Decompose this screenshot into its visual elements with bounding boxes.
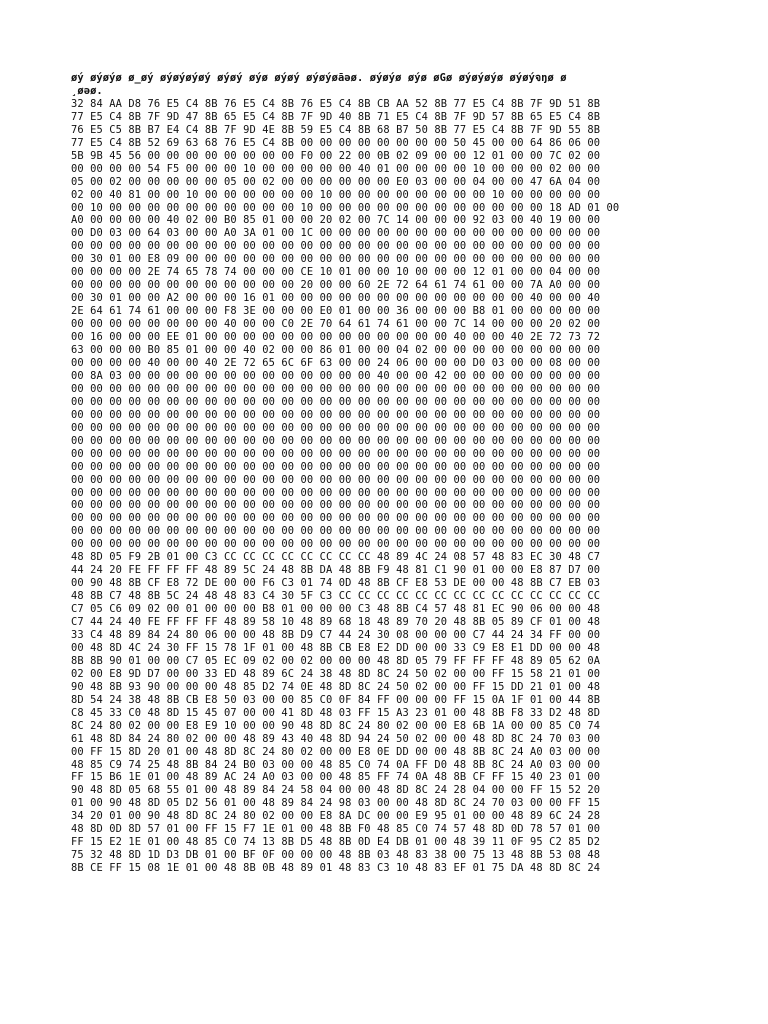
hex-row: 90 48 8B 93 90 00 00 00 48 85 D2 74 0E 48 8D 8C 24 50 02 00 00 FF 15 DD 21 01 00 48 [71, 680, 601, 693]
hex-row: 00 00 00 00 00 00 00 00 00 00 00 00 00 00 00 00 00 00 00 00 00 00 00 00 00 00 00 00 [71, 434, 601, 447]
hex-row: 75 32 48 8D 1D D3 DB 01 00 BF 0F 00 00 00 48 8B 03 48 83 38 00 75 13 48 8B 53 08 48 [71, 849, 601, 862]
hex-row: 00 00 00 00 00 00 00 00 00 00 00 00 00 00 00 00 00 00 00 00 00 00 00 00 00 00 00 00 [71, 512, 601, 525]
hex-row: FF 15 B6 1E 01 00 48 89 AC 24 A0 03 00 00 48 85 FF 74 0A 48 8B CF FF 15 40 23 01 00 [71, 771, 601, 784]
hex-row: 00 8A 03 00 00 00 00 00 00 00 00 00 00 00 00 00 40 00 00 42 00 00 00 00 00 00 00 00 [71, 369, 601, 382]
hex-row: 33 C4 48 89 84 24 80 06 00 00 48 8B D9 C7 44 24 30 08 00 00 00 C7 44 24 34 FF 00 00 [71, 628, 601, 641]
hex-row: 00 00 00 00 00 00 00 00 00 00 00 00 00 00 00 00 00 00 00 00 00 00 00 00 00 00 00 00 [71, 473, 601, 486]
hex-row: 00 00 00 00 00 00 00 00 00 00 00 00 00 00 00 00 00 00 00 00 00 00 00 00 00 00 00 00 [71, 408, 601, 421]
hex-row: 2E 64 61 74 61 00 00 00 F8 3E 00 00 00 E0 01 00 00 36 00 00 00 B8 01 00 00 00 00 00 [71, 305, 601, 318]
hex-row: 00 00 00 00 00 00 00 00 00 00 00 00 00 00 00 00 00 00 00 00 00 00 00 00 00 00 00 00 [71, 499, 601, 512]
hex-row: 01 00 90 48 8D 05 D2 56 01 00 48 89 84 24 98 03 00 00 48 8D 8C 24 70 03 00 00 FF 15 [71, 797, 601, 810]
hex-row: 02 00 40 81 00 00 10 00 00 00 00 00 00 10 00 00 00 00 00 00 00 00 10 00 00 00 00 00 [71, 188, 601, 201]
hex-row: 00 16 00 00 00 EE 01 00 00 00 00 00 00 00 00 00 00 00 00 00 40 00 00 40 2E 72 73 72 [71, 331, 601, 344]
garbled-header-line: øý øýøýø ø_øý øýøýøýøý øýøý øýø øýøý øýøýøāəø. øýøýø øýø øGø øýøýøýø øýøýจŋø ø [71, 72, 567, 84]
hex-row: 00 30 01 00 E8 09 00 00 00 00 00 00 00 00 00 00 00 00 00 00 00 00 00 00 00 00 00 00 [71, 253, 601, 266]
hex-row: 8B CE FF 15 08 1E 01 00 48 8B 0B 48 89 01 48 83 C3 10 48 83 EF 01 75 DA 48 8D 8C 24 [71, 862, 601, 875]
hex-row: 63 00 00 00 B0 85 01 00 00 40 02 00 00 86 01 00 00 04 02 00 00 00 00 00 00 00 00 00 [71, 344, 601, 357]
hex-row: 00 00 00 00 00 00 00 00 00 00 00 00 00 00 00 00 00 00 00 00 00 00 00 00 00 00 00 00 [71, 486, 601, 499]
hex-row: 00 00 00 00 54 F5 00 00 00 10 00 00 00 00 00 40 01 00 00 00 00 10 00 00 00 02 00 00 [71, 162, 601, 175]
hex-row: 90 48 8D 05 68 55 01 00 48 89 84 24 58 04 00 00 48 8D 8C 24 28 04 00 00 FF 15 52 20 [71, 784, 601, 797]
hex-row: 05 00 02 00 00 00 00 00 05 00 02 00 00 00 00 00 00 E0 03 00 00 04 00 00 47 6A 04 00 [71, 175, 601, 188]
hex-row: C7 44 24 40 FE FF FF FF 48 89 58 10 48 89 68 18 48 89 70 20 48 8B 05 89 CF 01 00 48 [71, 616, 601, 629]
hex-row: FF 15 E2 1E 01 00 48 85 C0 74 13 8B D5 48 8B 0D E4 DB 01 00 48 39 11 0F 95 C2 85 D2 [71, 836, 601, 849]
hex-row: 5B 9B 45 56 00 00 00 00 00 00 00 00 F0 00 22 00 0B 02 09 00 00 12 01 00 00 7C 02 00 [71, 149, 601, 162]
hex-row: 44 24 20 FE FF FF FF 48 89 5C 24 48 8B DA 48 8B F9 48 81 C1 90 01 00 00 E8 87 D7 00 [71, 564, 601, 577]
hex-row: 61 48 8D 84 24 80 02 00 00 48 89 43 40 48 8D 94 24 50 02 00 00 48 8D 8C 24 70 03 00 [71, 732, 601, 745]
hex-row: 00 FF 15 8D 20 01 00 48 8D 8C 24 80 02 00 00 E8 0E DD 00 00 48 8B 8C 24 A0 03 00 00 [71, 745, 601, 758]
hex-row: C8 45 33 C0 48 8D 15 45 07 00 00 41 8D 48 03 FF 15 A3 23 01 00 48 8B F8 33 D2 48 8D [71, 706, 601, 719]
hex-row: 77 E5 C4 8B 52 69 63 68 76 E5 C4 8B 00 00 00 00 00 00 00 00 50 45 00 00 64 86 06 00 [71, 136, 601, 149]
hex-row: 00 D0 03 00 64 03 00 00 A0 3A 01 00 1C 00 00 00 00 00 00 00 00 00 00 00 00 00 00 00 [71, 227, 601, 240]
hex-row: 00 00 00 00 2E 74 65 78 74 00 00 00 CE 10 01 00 00 10 00 00 00 12 01 00 00 04 00 00 [71, 266, 601, 279]
hex-row: 02 00 E8 9D D7 00 00 33 ED 48 89 6C 24 38 48 8D 8C 24 50 02 00 00 FF 15 58 21 01 00 [71, 667, 601, 680]
hex-row: 00 10 00 00 00 00 00 00 00 00 00 00 10 00 00 00 00 00 00 00 00 00 00 00 00 18 AD 01 00 [71, 201, 620, 214]
hex-row: 00 48 8D 4C 24 30 FF 15 78 1F 01 00 48 8B CB E8 E2 DD 00 00 33 C9 E8 E1 DD 00 00 48 [71, 641, 601, 654]
hex-row: 77 E5 C4 8B 7F 9D 47 8B 65 E5 C4 8B 7F 9D 40 8B 71 E5 C4 8B 7F 9D 57 8B 65 E5 C4 8B [71, 110, 601, 123]
hex-row: 8D 54 24 38 48 8B CB E8 50 03 00 00 85 C0 0F 84 FF 00 00 00 FF 15 0A 1F 01 00 44 8B [71, 693, 601, 706]
hex-row: 00 00 00 00 00 00 00 00 00 00 00 00 20 00 00 60 2E 72 64 61 74 61 00 00 7A A0 00 00 [71, 279, 601, 292]
hex-row: 00 00 00 00 00 00 00 00 00 00 00 00 00 00 00 00 00 00 00 00 00 00 00 00 00 00 00 00 [71, 525, 601, 538]
hex-row: 00 00 00 00 00 00 00 00 00 00 00 00 00 00 00 00 00 00 00 00 00 00 00 00 00 00 00 00 [71, 240, 601, 253]
hex-row: 00 00 00 00 00 00 00 00 40 00 00 C0 2E 70 64 61 74 61 00 00 7C 14 00 00 00 20 02 00 [71, 318, 601, 331]
hex-body [71, 98, 701, 875]
hex-row: 00 90 48 8B CF E8 72 DE 00 00 F6 C3 01 74 0D 48 8B CF E8 53 DE 00 00 48 8B C7 EB 03 [71, 577, 601, 590]
hex-row: 48 8B C7 48 8B 5C 24 48 48 83 C4 30 5F C3 CC CC CC CC CC CC CC CC CC CC CC CC CC CC [71, 590, 601, 603]
hex-row: A0 00 00 00 00 40 02 00 B0 85 01 00 00 20 02 00 7C 14 00 00 00 92 03 00 40 19 00 00 [71, 214, 601, 227]
hex-row: 48 85 C9 74 25 48 8B 84 24 B0 03 00 00 48 85 C0 74 0A FF D0 48 8B 8C 24 A0 03 00 00 [71, 758, 601, 771]
hex-row: 00 00 00 00 00 00 00 00 00 00 00 00 00 00 00 00 00 00 00 00 00 00 00 00 00 00 00 00 [71, 538, 601, 551]
hex-row: 00 00 00 00 40 00 00 40 2E 72 65 6C 6F 63 00 00 24 06 00 00 00 D0 03 00 00 08 00 00 [71, 356, 601, 369]
hex-row: 00 00 00 00 00 00 00 00 00 00 00 00 00 00 00 00 00 00 00 00 00 00 00 00 00 00 00 00 [71, 447, 601, 460]
hex-row: C7 05 C6 09 02 00 01 00 00 00 B8 01 00 00 00 C3 48 8B C4 57 48 81 EC 90 06 00 00 48 [71, 603, 601, 616]
hex-row: 32 84 AA D8 76 E5 C4 8B 76 E5 C4 8B 76 E5 C4 8B CB AA 52 8B 77 E5 C4 8B 7F 9D 51 8B [71, 97, 601, 110]
hex-row: 00 00 00 00 00 00 00 00 00 00 00 00 00 00 00 00 00 00 00 00 00 00 00 00 00 00 00 00 [71, 382, 601, 395]
hex-row: 48 8D 05 F9 2B 01 00 C3 CC CC CC CC CC CC CC CC 48 89 4C 24 08 57 48 83 EC 30 48 C7 [71, 551, 601, 564]
hex-row: 00 00 00 00 00 00 00 00 00 00 00 00 00 00 00 00 00 00 00 00 00 00 00 00 00 00 00 00 [71, 395, 601, 408]
hex-row: 34 20 01 00 90 48 8D 8C 24 80 02 00 00 E8 8A DC 00 00 E9 95 01 00 00 48 89 6C 24 28 [71, 810, 601, 823]
hex-row: 8C 24 80 02 00 00 E8 E9 10 00 00 90 48 8D 8C 24 80 02 00 00 E8 6B 1A 00 00 85 C0 74 [71, 719, 601, 732]
hex-row: 00 00 00 00 00 00 00 00 00 00 00 00 00 00 00 00 00 00 00 00 00 00 00 00 00 00 00 00 [71, 421, 601, 434]
hex-row: 76 E5 C5 8B B7 E4 C4 8B 7F 9D 4E 8B 59 E5 C4 8B 68 B7 50 8B 77 E5 C4 8B 7F 9D 55 8B [71, 123, 601, 136]
hex-dump-document [71, 72, 701, 875]
hex-row: 00 00 00 00 00 00 00 00 00 00 00 00 00 00 00 00 00 00 00 00 00 00 00 00 00 00 00 00 [71, 460, 601, 473]
hex-row: 48 8D 0D 8D 57 01 00 FF 15 F7 1E 01 00 48 8B F0 48 85 C0 74 57 48 8D 0D 78 57 01 00 [71, 823, 601, 836]
hex-row: 00 30 01 00 00 A2 00 00 00 16 01 00 00 00 00 00 00 00 00 00 00 00 00 00 40 00 00 40 [71, 292, 601, 305]
garbled-header-line: ̧øəø. [71, 84, 103, 97]
hex-row: 8B 8B 90 01 00 00 C7 05 EC 09 02 00 02 00 00 00 48 8D 05 79 FF FF FF 48 89 05 62 0A [71, 654, 601, 667]
